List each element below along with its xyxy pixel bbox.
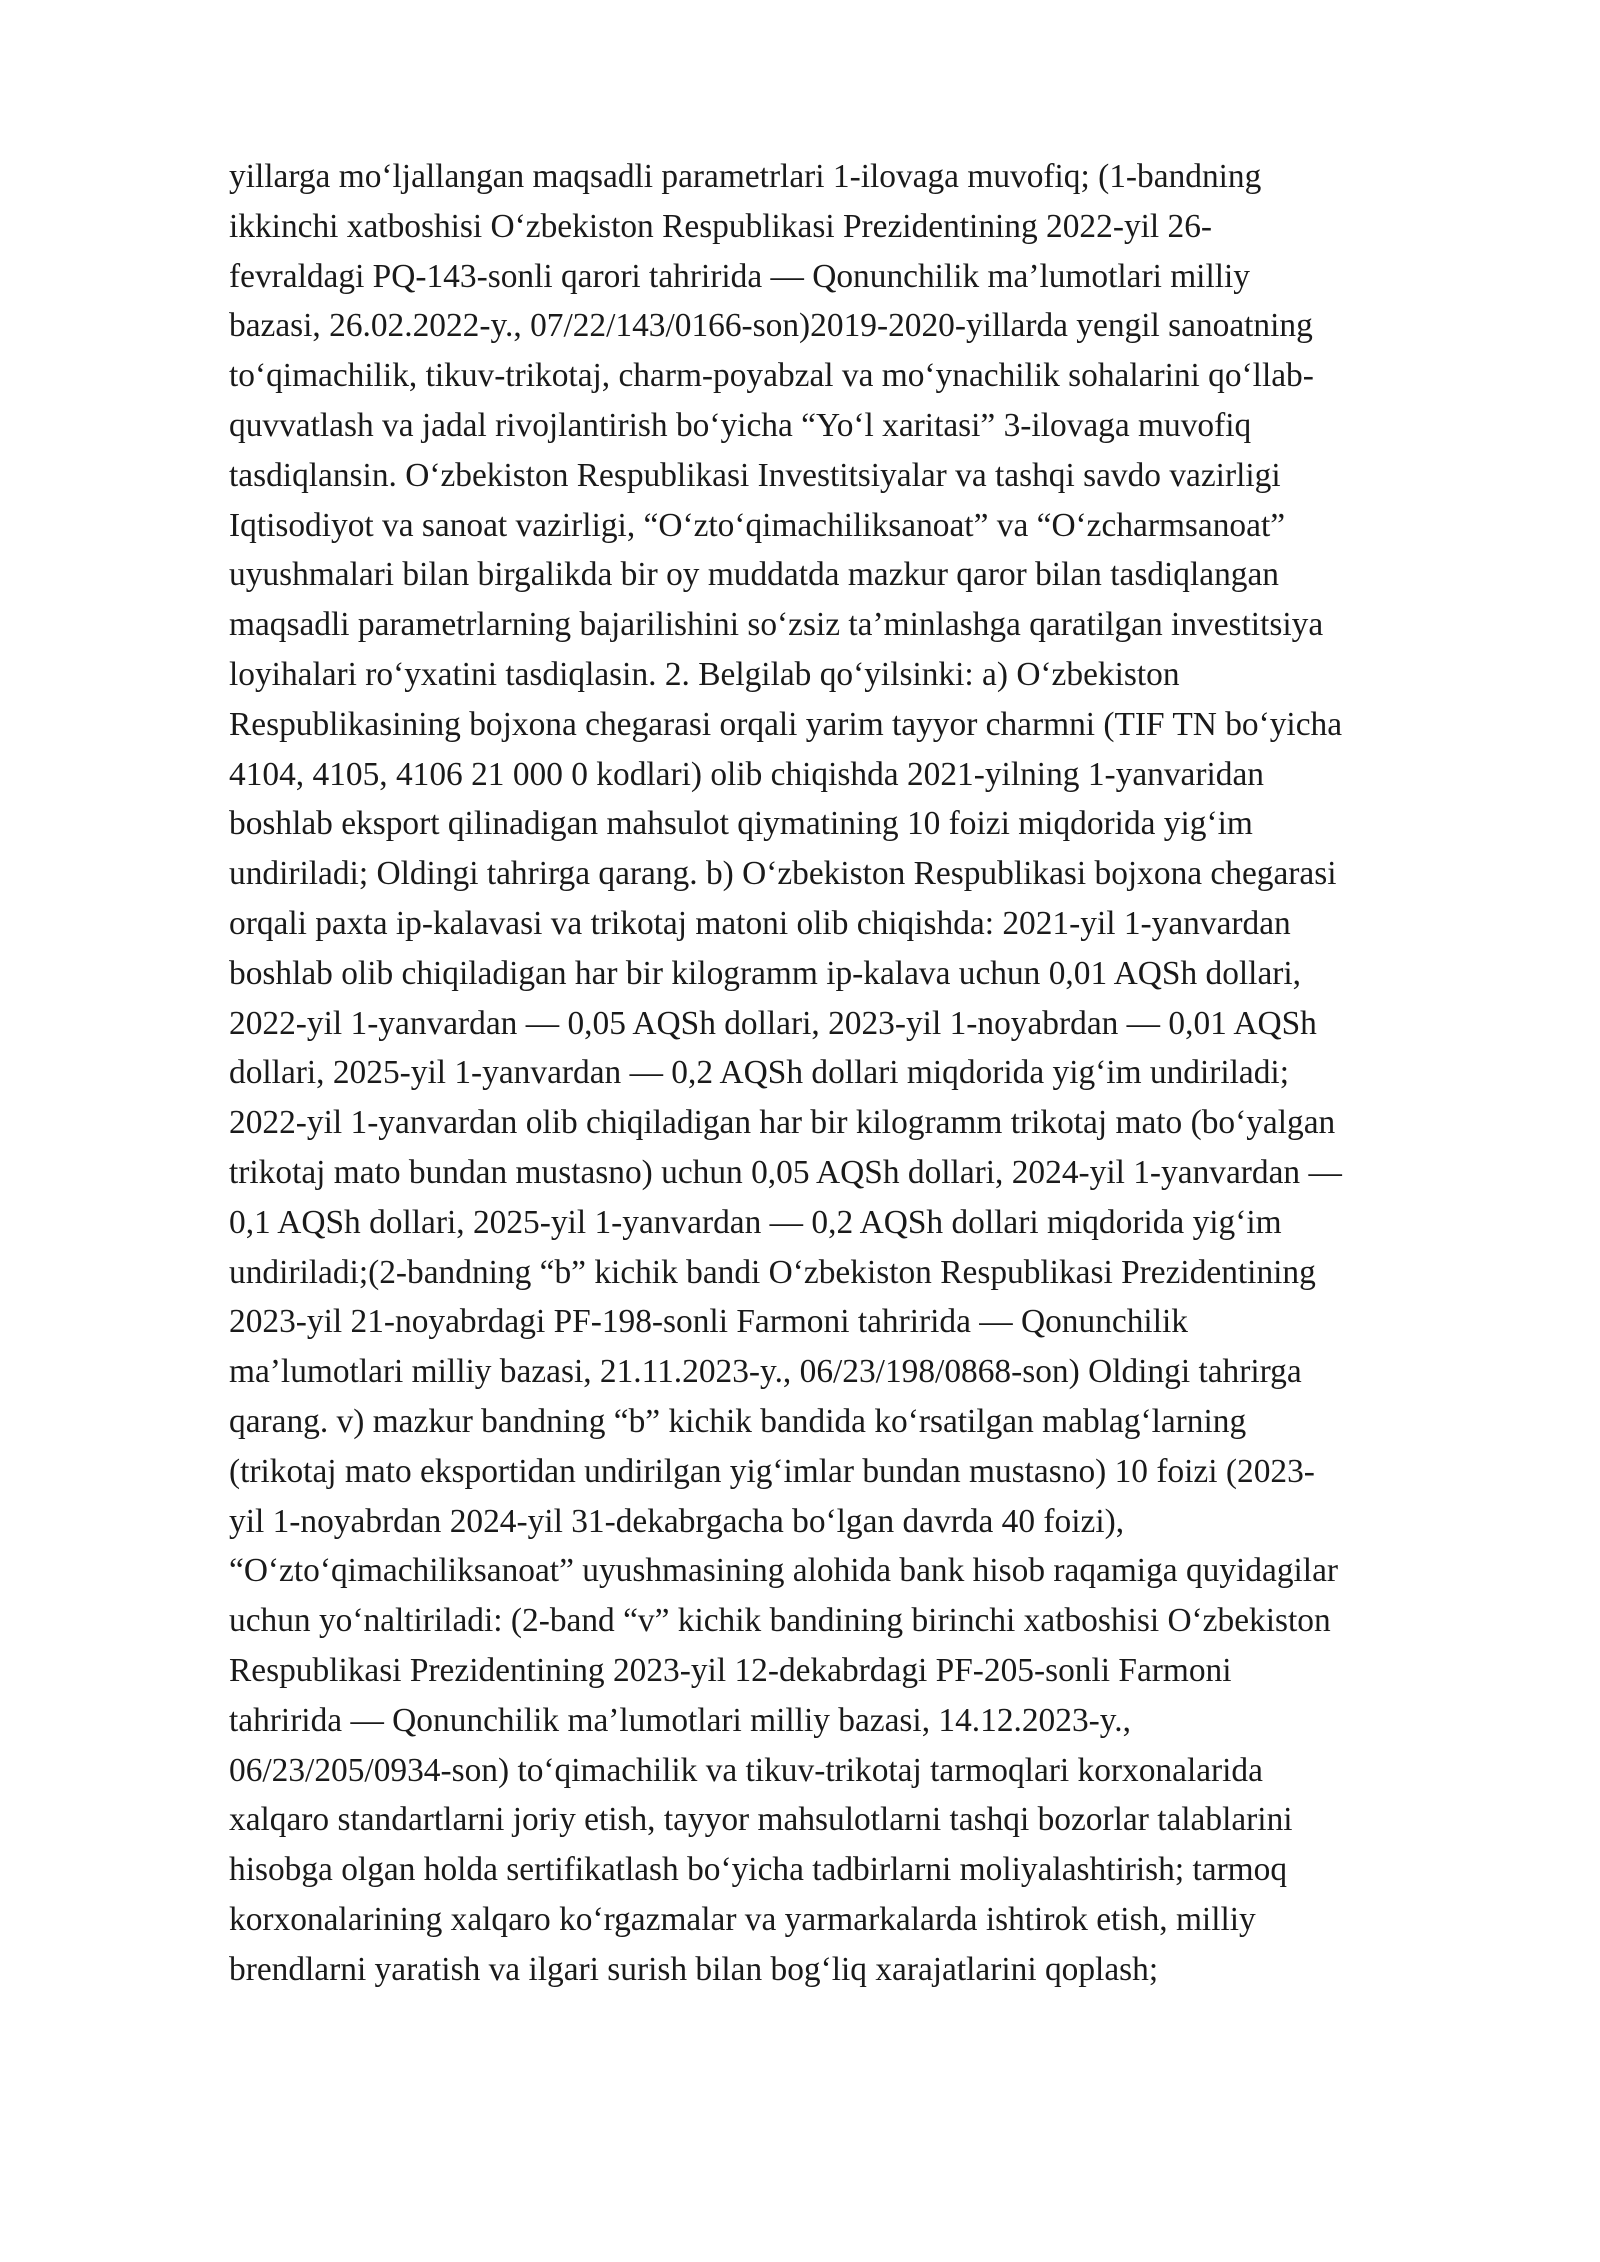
text-line: 06/23/205/0934-son) to‘qimachilik va tikuv-trikotaj tarmoqlari korxonalarida (229, 1751, 1263, 1789)
text-line: (trikotaj mato eksportidan undirilgan yig‘imlar bundan mustasno) 10 foizi (2023- (229, 1452, 1315, 1490)
text-line: maqsadli parametrlarning bajarilishini so‘zsiz ta’minlashga qaratilgan investitsiya (229, 606, 1324, 644)
text-line: fevraldagi PQ-143-sonli qarori tahririda — Qonunchilik ma’lumotlari milliy (229, 257, 1250, 295)
text-line: dollari, 2025-yil 1-yanvardan — 0,2 AQSh dollari miqdorida yig‘im undiriladi; (229, 1054, 1289, 1092)
text-line: xalqaro standartlarni joriy etish, tayyor mahsulotlarni tashqi bozorlar talablarini (229, 1801, 1293, 1839)
text-line: orqali paxta ip-kalavasi va trikotaj matoni olib chiqishda: 2021-yil 1-yanvardan (229, 904, 1291, 942)
text-line: bazasi, 26.02.2022-y., 07/22/143/0166-son)2019-2020-yillarda yengil sanoatning (229, 307, 1313, 345)
text-line: quvvatlash va jadal rivojlantirish bo‘yicha “Yo‘l xaritasi” 3-ilovaga muvofiq (229, 406, 1252, 444)
text-line: boshlab eksport qilinadigan mahsulot qiymatining 10 foizi miqdorida yig‘im (229, 805, 1253, 843)
text-line: “O‘zto‘qimachiliksanoat” uyushmasining alohida bank hisob raqamiga quyidagilar (229, 1552, 1339, 1590)
text-line: Respublikasi Prezidentining 2023-yil 12-dekabrdagi PF-205-sonli Farmoni (229, 1651, 1232, 1689)
text-line: 2022-yil 1-yanvardan — 0,05 AQSh dollari, 2023-yil 1-noyabrdan — 0,01 AQSh (229, 1004, 1317, 1042)
text-line: loyihalari ro‘yxatini tasdiqlasin. 2. Belgilab qo‘yilsinki: a) O‘zbekiston (229, 655, 1180, 693)
text-line: uyushmalari bilan birgalikda bir oy muddatda mazkur qaror bilan tasdiqlangan (229, 556, 1279, 594)
text-line: undiriladi; Oldingi tahrirga qarang. b) O‘zbekiston Respublikasi bojxona chegarasi (229, 855, 1337, 893)
body-text (229, 152, 1489, 1994)
text-line: yil 1-noyabrdan 2024-yil 31-dekabrgacha bo‘lgan davrda 40 foizi), (229, 1502, 1125, 1540)
text-line: qarang. v) mazkur bandning “b” kichik bandida ko‘rsatilgan mablag‘larning (229, 1402, 1247, 1440)
text-line: 2022-yil 1-yanvardan olib chiqiladigan har bir kilogramm trikotaj mato (bo‘yalgan (229, 1104, 1336, 1142)
text-line: yillarga mo‘ljallangan maqsadli parametrlari 1-ilovaga muvofiq; (1-bandning (229, 158, 1262, 195)
text-line: tahririda — Qonunchilik ma’lumotlari milliy bazasi, 14.12.2023-y., (229, 1701, 1131, 1739)
text-line: tasdiqlansin. O‘zbekiston Respublikasi Investitsiyalar va tashqi savdo vazirligi (229, 456, 1281, 494)
text-line: hisobga olgan holda sertifikatlash bo‘yicha tadbirlarni moliyalashtirish; tarmoq (229, 1851, 1288, 1889)
text-line: korxonalarining xalqaro ko‘rgazmalar va yarmarkalarda ishtirok etish, milliy (229, 1900, 1256, 1938)
text-line: ma’lumotlari milliy bazasi, 21.11.2023-y., 06/23/198/0868-son) Oldingi tahrirga (229, 1353, 1302, 1391)
text-line: 4104, 4105, 4106 21 000 0 kodlari) olib chiqishda 2021-yilning 1-yanvaridan (229, 755, 1264, 793)
text-line: undiriladi;(2-bandning “b” kichik bandi O‘zbekiston Respublikasi Prezidentining (229, 1253, 1316, 1291)
text-line: boshlab olib chiqiladigan har bir kilogramm ip-kalava uchun 0,01 AQSh dollari, (229, 954, 1302, 992)
text-line: Respublikasining bojxona chegarasi orqali yarim tayyor charmni (TIF TN bo‘yicha (229, 705, 1343, 743)
text-line: uchun yo‘naltiriladi: (2-band “v” kichik bandining birinchi xatboshisi O‘zbekiston (229, 1602, 1331, 1640)
text-line: trikotaj mato bundan mustasno) uchun 0,05 AQSh dollari, 2024-yil 1-yanvardan — (229, 1153, 1342, 1191)
text-line: ikkinchi xatboshisi O‘zbekiston Respublikasi Prezidentining 2022-yil 26- (229, 207, 1213, 245)
text-line: to‘qimachilik, tikuv-trikotaj, charm-poyabzal va mo‘ynachilik sohalarini qo‘llab- (229, 357, 1314, 395)
text-line: brendlarni yaratish va ilgari surish bilan bog‘liq xarajatlarini qoplash; (229, 1950, 1159, 1988)
text-line: 0,1 AQSh dollari, 2025-yil 1-yanvardan — 0,2 AQSh dollari miqdorida yig‘im (229, 1203, 1282, 1241)
text-line: 2023-yil 21-noyabrdagi PF-198-sonli Farmoni tahririda — Qonunchilik (229, 1303, 1188, 1341)
text-line: Iqtisodiyot va sanoat vazirligi, “O‘zto‘qimachiliksanoat” va “O‘zcharmsanoat” (229, 506, 1286, 544)
